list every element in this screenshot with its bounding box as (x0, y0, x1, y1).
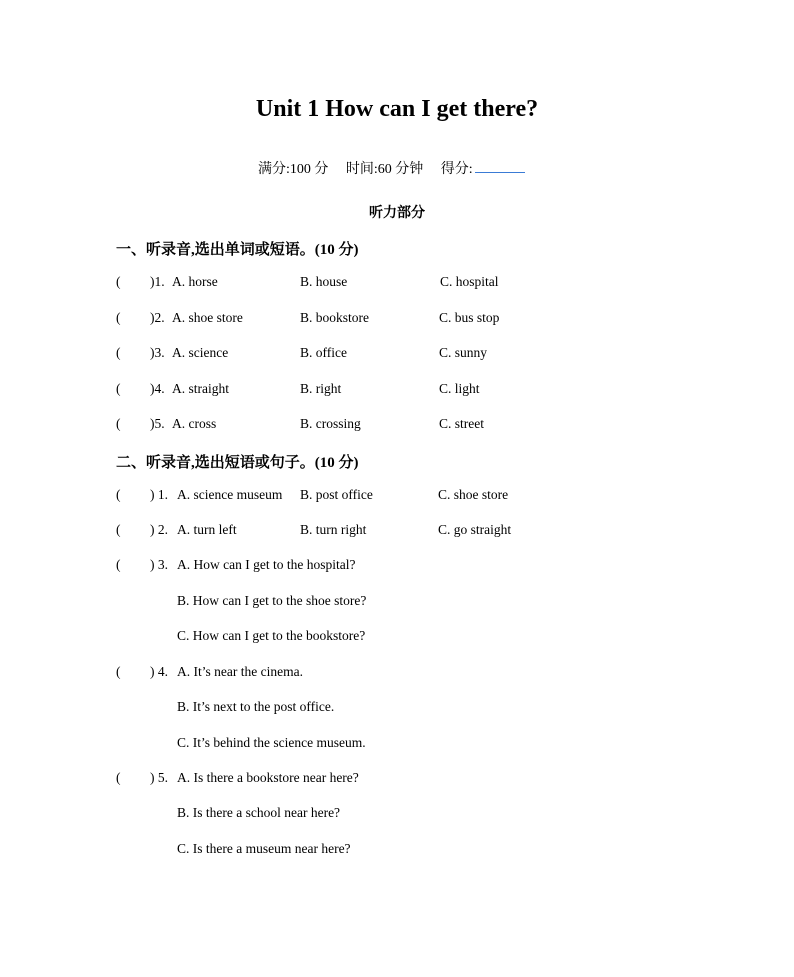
option-c: C. Is there a museum near here? (177, 841, 351, 856)
option-b: B. It’s next to the post office. (177, 699, 335, 714)
option-a: A. turn left (177, 522, 237, 537)
question-number: )1. (150, 274, 165, 289)
full-marks-text: 满分:100 分 (258, 162, 329, 177)
option-a: A. Is there a bookstore near here? (177, 770, 359, 785)
option-c: C. sunny (439, 345, 488, 360)
option-c: C. street (439, 416, 484, 431)
answer-paren[interactable]: ( (116, 381, 121, 396)
option-c: C. It’s behind the science museum. (177, 735, 366, 750)
option-a: A. How can I get to the hospital? (177, 557, 356, 572)
answer-paren[interactable]: ( (116, 522, 121, 537)
answer-paren[interactable]: ( (116, 274, 121, 289)
part1-heading: 一、听录音,选出单词或短语。(10 分) (116, 242, 359, 258)
question-number: ) 2. (150, 522, 168, 537)
part2-heading: 二、听录音,选出短语或句子。(10 分) (116, 455, 359, 471)
option-a: A. science museum (177, 487, 283, 502)
option-c: C. go straight (438, 522, 512, 537)
question-number: )2. (150, 310, 165, 325)
option-a: A. cross (172, 416, 217, 431)
option-a: A. shoe store (172, 310, 243, 325)
question-number: ) 1. (150, 487, 168, 502)
question-number: )4. (150, 381, 165, 396)
option-b: B. crossing (300, 416, 361, 431)
option-a: A. science (172, 345, 229, 360)
option-b: B. post office (300, 487, 373, 502)
option-b: B. right (300, 381, 342, 396)
answer-paren[interactable]: ( (116, 557, 121, 572)
option-c: C. light (439, 381, 480, 396)
option-b: B. office (300, 345, 347, 360)
option-c: C. bus stop (439, 310, 500, 325)
option-a: A. horse (172, 274, 218, 289)
answer-paren[interactable]: ( (116, 416, 121, 431)
answer-paren[interactable]: ( (116, 770, 121, 785)
option-b: B. bookstore (300, 310, 369, 325)
page-title: Unit 1 How can I get there? (255, 96, 539, 122)
score-blank-field[interactable] (475, 160, 525, 173)
option-b: B. How can I get to the shoe store? (177, 593, 367, 608)
question-number: )5. (150, 416, 165, 431)
score-label: 得分: (440, 162, 473, 177)
time-limit-text: 时间:60 分钟 (345, 162, 424, 177)
option-c: C. hospital (440, 274, 499, 289)
question-number: )3. (150, 345, 165, 360)
answer-paren[interactable]: ( (116, 310, 121, 325)
option-c: C. How can I get to the bookstore? (177, 628, 366, 643)
answer-paren[interactable]: ( (116, 345, 121, 360)
answer-paren[interactable]: ( (116, 664, 121, 679)
option-b: B. Is there a school near here? (177, 805, 341, 820)
option-c: C. shoe store (438, 487, 509, 502)
section-title: 听力部分 (369, 206, 425, 221)
option-b: B. house (300, 274, 348, 289)
question-number: ) 3. (150, 557, 168, 572)
question-number: ) 5. (150, 770, 168, 785)
option-a: A. It’s near the cinema. (177, 664, 303, 679)
answer-paren[interactable]: ( (116, 487, 121, 502)
option-a: A. straight (172, 381, 229, 396)
score-line (258, 158, 525, 178)
question-number: ) 4. (150, 664, 168, 679)
option-b: B. turn right (300, 522, 367, 537)
